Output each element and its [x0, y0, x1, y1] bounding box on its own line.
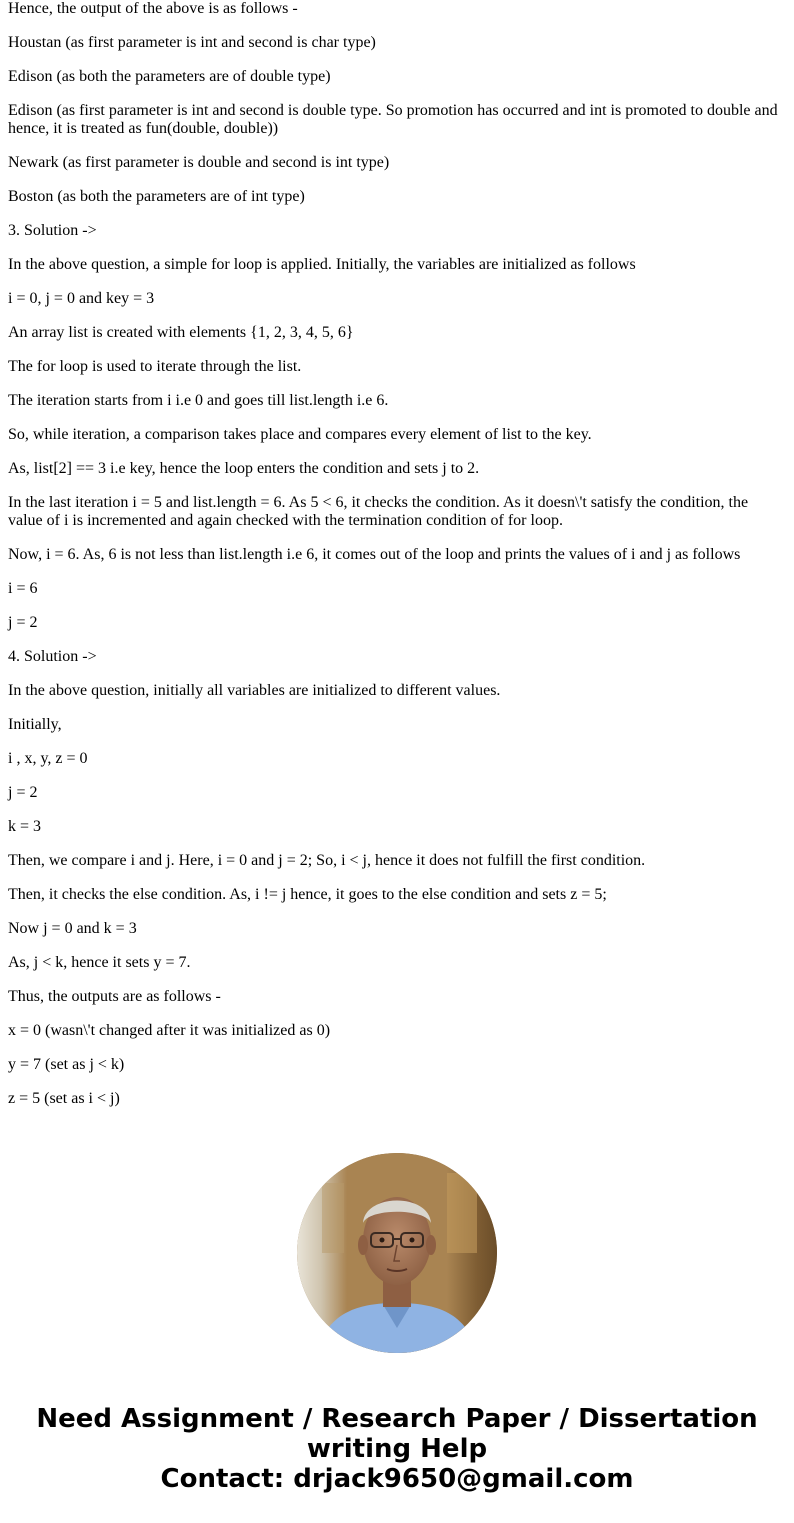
paragraph: Initially, [8, 716, 62, 733]
document-body [8, 0, 786, 1124]
paragraph: Now j = 0 and k = 3 [8, 920, 137, 937]
paragraph: Houstan (as first parameter is int and second is char type) [8, 34, 376, 51]
promo-banner [0, 1404, 794, 1494]
paragraph: i = 0, j = 0 and key = 3 [8, 290, 155, 307]
paragraph: Now, i = 6. As, 6 is not less than list.length i.e 6, it comes out of the loop and prints the values of i and j as follows [8, 546, 741, 563]
paragraph: Edison (as first parameter is int and second is double type. So promotion has occurred and int is promoted to double and hence, it is treated as fun(double, double)) [8, 102, 778, 137]
paragraph: Then, it checks the else condition. As, i != j hence, it goes to the else condition and sets z = 5; [8, 886, 607, 903]
paragraph: j = 2 [8, 784, 38, 801]
paragraph: k = 3 [8, 818, 42, 835]
paragraph: The iteration starts from i i.e 0 and goes till list.length i.e 6. [8, 392, 389, 409]
paragraph: In the above question, a simple for loop is applied. Initially, the variables are initialized as follows [8, 256, 636, 273]
paragraph: j = 2 [8, 614, 38, 631]
paragraph: As, j < k, hence it sets y = 7. [8, 954, 191, 971]
paragraph: Newark (as first parameter is double and second is int type) [8, 154, 390, 171]
paragraph: Then, we compare i and j. Here, i = 0 and j = 2; So, i < j, hence it does not fulfill the first condition. [8, 852, 646, 869]
paragraph: So, while iteration, a comparison takes place and compares every element of list to the key. [8, 426, 592, 443]
paragraph: As, list[2] == 3 i.e key, hence the loop enters the condition and sets j to 2. [8, 460, 480, 477]
promo-contact: Contact: drjack9650@gmail.com [160, 1464, 634, 1494]
paragraph: In the last iteration i = 5 and list.length = 6. As 5 < 6, it checks the condition. As it doesn\'t satisfy the condition, the value of i is incremented and again checked with the termination condition of for loop. [8, 494, 749, 529]
paragraph: Edison (as both the parameters are of double type) [8, 68, 331, 85]
author-avatar [297, 1153, 497, 1353]
paragraph: x = 0 (wasn\'t changed after it was initialized as 0) [8, 1022, 331, 1039]
paragraph: i , x, y, z = 0 [8, 750, 88, 767]
promo-line-2: writing Help [306, 1434, 488, 1464]
section-heading: 3. Solution -> [8, 222, 97, 239]
paragraph: Boston (as both the parameters are of int type) [8, 188, 305, 205]
promo-line-1: Need Assignment / Research Paper / Dissertation [36, 1404, 758, 1434]
paragraph: The for loop is used to iterate through the list. [8, 358, 302, 375]
paragraph: Hence, the output of the above is as follows - [8, 0, 298, 17]
paragraph: i = 6 [8, 580, 38, 597]
author-portrait-image [297, 1153, 497, 1353]
paragraph: z = 5 (set as i < j) [8, 1090, 120, 1107]
section-heading: 4. Solution -> [8, 648, 97, 665]
paragraph: y = 7 (set as j < k) [8, 1056, 125, 1073]
paragraph: An array list is created with elements {1, 2, 3, 4, 5, 6} [8, 324, 354, 341]
paragraph: In the above question, initially all variables are initialized to different values. [8, 682, 501, 699]
paragraph: Thus, the outputs are as follows - [8, 988, 221, 1005]
